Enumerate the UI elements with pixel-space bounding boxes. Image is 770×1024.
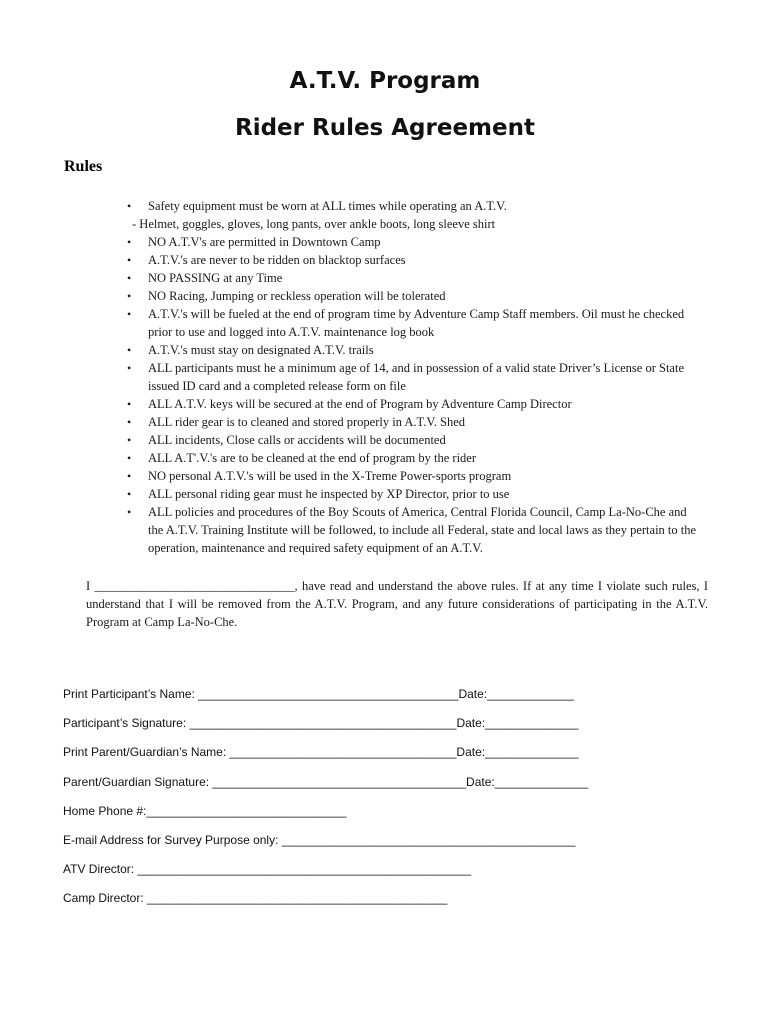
rule-item: • ALL incidents, Close calls or accidents will be documented: [122, 431, 702, 449]
rules-list: [122, 197, 702, 557]
rule-item: • ALL rider gear is to cleaned and stored properly in A.T.V. Shed: [122, 413, 702, 431]
rule-item: • ALL A.T'.V.'s are to be cleaned at the end of program by the rider: [122, 449, 702, 467]
rule-item: • A.T.V.'s are never to be ridden on blacktop surfaces: [122, 251, 702, 269]
rule-item: • ALL A.T.V. keys will be secured at the end of Program by Adventure Camp Director: [122, 395, 702, 413]
rule-item: • NO Racing, Jumping or reckless operation will be tolerated: [122, 287, 702, 305]
signature-section: [63, 684, 663, 918]
participant-name-line[interactable]: Print Participant’s Name: _______________________________________Date:_____________: [63, 687, 574, 701]
rule-item: • ALL policies and procedures of the Boy Scouts of America, Central Florida Council, Camp La-No-Che and the A.T.V. Training Institute will be followed, to include all Federal, state and local laws as they pertain to the operation, maintenance and required safety equipment of an A.T.V.: [122, 503, 702, 557]
agreement-statement: I ________________________________, have read and understand the above rules. If at any time I violate such rules, I understand that I will be removed from the A.T.V. Program, and any future considerations of participating in the A.T.V. Program at Camp La-No-Che.: [86, 579, 708, 629]
guardian-signature-line[interactable]: Parent/Guardian Signature: ______________________________________Date:______________: [63, 774, 589, 789]
rule-item: • NO A.T.V's are permitted in Downtown Camp: [122, 233, 702, 251]
document-subtitle: Rider Rules Agreement: [234, 115, 535, 141]
rule-item: • A.T.V.'s must stay on designated A.T.V. trails: [122, 341, 702, 359]
home-phone-line[interactable]: Home Phone #:______________________________: [63, 803, 347, 818]
guardian-name-line[interactable]: Print Parent/Guardian’s Name: __________________________________Date:______________: [63, 745, 579, 760]
atv-director-line[interactable]: ATV Director: __________________________________________________: [63, 862, 472, 877]
document-title: A.T.V. Program: [289, 68, 481, 94]
rules-heading: Rules: [64, 158, 103, 175]
participant-signature-line[interactable]: Participant’s Signature: ________________________________________Date:______________: [63, 716, 579, 731]
rule-sub-item: - Helmet, goggles, gloves, long pants, over ankle boots, long sleeve shirt: [132, 217, 496, 231]
camp-director-line[interactable]: Camp Director: _____________________________________________: [63, 891, 448, 906]
rule-item: • NO personal A.T.V.'s will be used in the X-Treme Power-sports program: [122, 467, 702, 485]
rule-item: • Safety equipment must be worn at ALL times while operating an A.T.V.: [122, 197, 702, 215]
rule-item: • A.T.V.'s will be fueled at the end of program time by Adventure Camp Staff members. Oil must he checked prior to use and logged into A.T.V. maintenance log book: [122, 305, 702, 341]
rule-item: • ALL participants must he a minimum age of 14, and in possession of a valid state Driver’s License or State issued ID card and a completed release form on file: [122, 359, 702, 395]
email-address-line[interactable]: E-mail Address for Survey Purpose only: ____________________________________________: [63, 832, 576, 847]
rule-item: • ALL personal riding gear must he inspected by XP Director, prior to use: [122, 485, 702, 503]
rule-item: • NO PASSING at any Time: [122, 269, 702, 287]
